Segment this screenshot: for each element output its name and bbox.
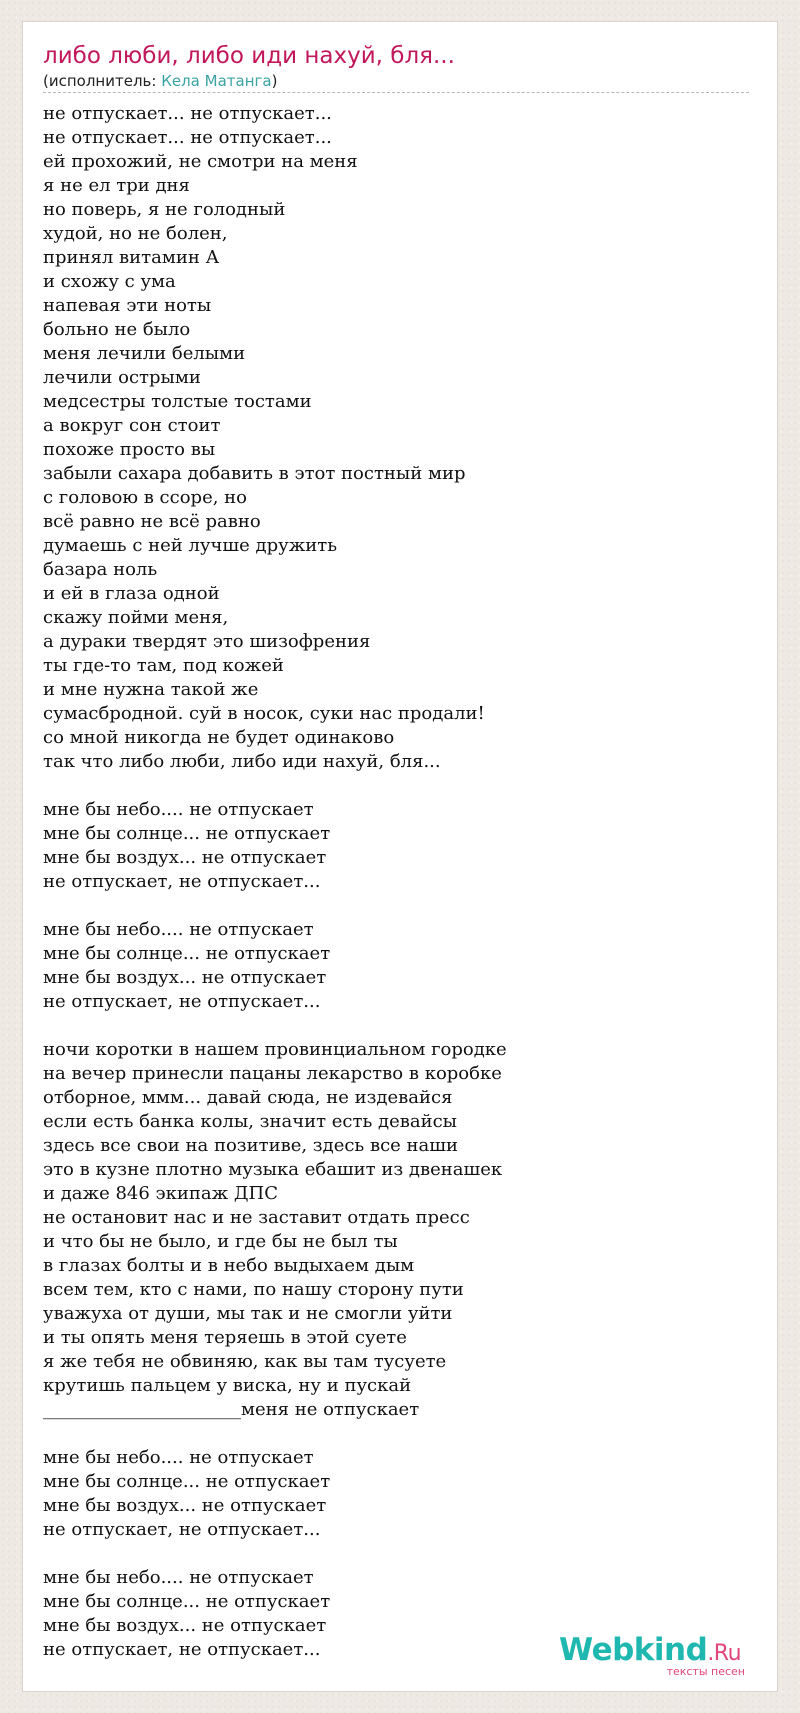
lyric-line: ты где-то там, под кожей [43, 655, 284, 676]
artist-prefix: (исполнитель: [43, 72, 162, 90]
lyric-line: здесь все свои на позитиве, здесь все наши [43, 1135, 459, 1156]
lyric-line: ______________________меня не отпускает [43, 1399, 420, 1420]
song-title: либо люби, либо иди нахуй, бля... [43, 43, 455, 69]
lyric-line: думаешь с ней лучше дружить [43, 535, 338, 556]
lyric-line: и ей в глаза одной [43, 583, 220, 604]
lyric-line: а вокруг сон стоит [43, 415, 221, 436]
lyric-blank-line [43, 1542, 743, 1566]
lyric-line: и мне нужна такой же [43, 679, 259, 700]
lyric-line: сумасбродной. суй в носок, суки нас продали! [43, 703, 485, 724]
artist-suffix: ) [271, 72, 278, 90]
lyric-line: больно не было [43, 319, 191, 340]
lyric-line: мне бы солнце... не отпускает [43, 943, 331, 964]
lyric-line: мне бы солнце... не отпускает [43, 823, 331, 844]
lyric-line: медсестры толстые тостами [43, 391, 312, 412]
lyric-line: мне бы солнце... не отпускает [43, 1471, 331, 1492]
lyric-line: меня лечили белыми [43, 343, 246, 364]
logo-tagline: тексты песен [666, 1665, 745, 1678]
lyric-line: а дураки твердят это шизофрения [43, 631, 371, 652]
logo-tld-text: .Ru [707, 1641, 742, 1666]
lyric-line: скажу пойми меня, [43, 607, 229, 628]
lyric-line: в глазах болты и в небо выдыхаем дым [43, 1255, 415, 1276]
lyric-line: мне бы воздух... не отпускает [43, 847, 327, 868]
lyric-line: уважуха от души, мы так и не смогли уйти [43, 1303, 453, 1324]
lyric-blank-line [43, 894, 743, 918]
lyric-line: всем тем, кто с нами, по нашу сторону пути [43, 1279, 464, 1300]
lyric-line: это в кузне плотно музыка ебашит из двенашек [43, 1159, 503, 1180]
lyric-line: базара ноль [43, 559, 158, 580]
lyric-line: и ты опять меня теряешь в этой суете [43, 1327, 407, 1348]
lyric-line: мне бы воздух... не отпускает [43, 1495, 327, 1516]
artist-line [43, 71, 749, 93]
lyrics-text [43, 102, 743, 1662]
lyric-line: худой, но не болен, [43, 223, 228, 244]
lyric-line: всё равно не всё равно [43, 511, 261, 532]
lyric-line: не отпускает, не отпускает... [43, 991, 321, 1012]
lyrics-card [22, 21, 778, 1692]
lyric-line: с головою в ссоре, но [43, 487, 248, 508]
artist-link[interactable]: Кела Матанга [161, 72, 272, 90]
lyric-line: и даже 846 экипаж ДПС [43, 1183, 278, 1204]
lyric-line: напевая эти ноты [43, 295, 212, 316]
lyric-line: со мной никогда не будет одинаково [43, 727, 395, 748]
lyric-line: ночи коротки в нашем провинциальном городке [43, 1039, 507, 1060]
lyric-line: мне бы небо.... не отпускает [43, 919, 314, 940]
lyric-line: лечили острыми [43, 367, 201, 388]
lyric-blank-line [43, 774, 743, 798]
lyric-line: но поверь, я не голодный [43, 199, 286, 220]
lyric-line: я не ел три дня [43, 175, 190, 196]
lyric-line: и что бы не было, и где бы не был ты [43, 1231, 398, 1252]
lyric-line: крутишь пальцем у виска, ну и пускай [43, 1375, 412, 1396]
lyric-line: не отпускает... не отпускает... [43, 103, 332, 124]
lyric-line: мне бы солнце... не отпускает [43, 1591, 331, 1612]
lyric-line: если есть банка колы, значит есть девайсы [43, 1111, 457, 1132]
lyric-line: отборное, ммм... давай сюда, не издевайся [43, 1087, 453, 1108]
lyric-line: мне бы небо.... не отпускает [43, 799, 314, 820]
lyric-blank-line [43, 1014, 743, 1038]
lyric-line: я же тебя не обвиняю, как вы там тусуете [43, 1351, 447, 1372]
lyric-line: принял витамин А [43, 247, 220, 268]
logo-main-text: Webkind [559, 1632, 708, 1668]
lyric-line: не остановит нас и не заставит отдать пресс [43, 1207, 470, 1228]
lyric-line: мне бы воздух... не отпускает [43, 967, 327, 988]
lyric-line: не отпускает, не отпускает... [43, 871, 321, 892]
lyric-line: так что либо люби, либо иди нахуй, бля... [43, 751, 441, 772]
lyric-line: и схожу с ума [43, 271, 176, 292]
lyric-line: на вечер принесли пацаны лекарство в коробке [43, 1063, 502, 1084]
lyric-line: не отпускает, не отпускает... [43, 1519, 321, 1540]
lyric-line: ей прохожий, не смотри на меня [43, 151, 358, 172]
site-logo[interactable] [559, 1633, 749, 1679]
lyric-line: мне бы воздух... не отпускает [43, 1615, 327, 1636]
lyric-line: похоже просто вы [43, 439, 216, 460]
lyric-line: мне бы небо.... не отпускает [43, 1447, 314, 1468]
lyric-line: забыли сахара добавить в этот постный мир [43, 463, 466, 484]
lyric-line: не отпускает... не отпускает... [43, 127, 332, 148]
lyric-blank-line [43, 1422, 743, 1446]
lyric-line: мне бы небо.... не отпускает [43, 1567, 314, 1588]
lyric-line: не отпускает, не отпускает... [43, 1639, 321, 1660]
